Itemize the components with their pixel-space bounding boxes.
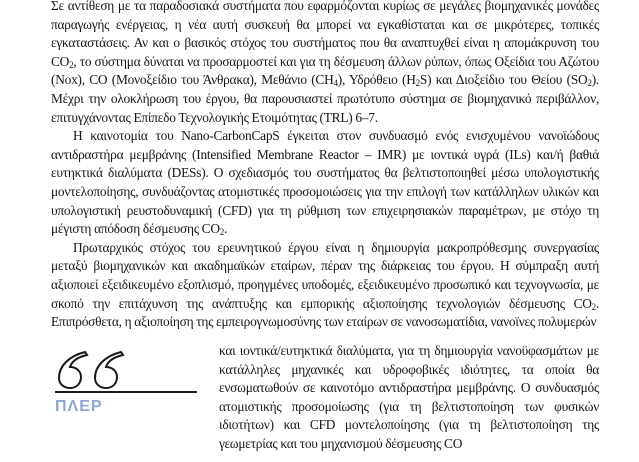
paragraph-3-continuation-area [51, 342, 599, 462]
paragraph-1-text: ), Υδρόθειο (H [337, 72, 416, 88]
paragraph-3: Πρωταρχικός στόχος του ερευνητικού έργου είναι η δημιουργία μακροπρόθεσμης συνεργασίας μεταξύ βιομηχανικών και ακαδημαϊκών εταίρων, πέραν της διάρκειας του έργου. Η σύμπραξη αυτή αξιοποιεί εξειδικευμένο εξοπλισμό, προηγμένες υποδομές, εξειδικευμένο προσωπικό και τεχνογνωσία, με σκοπό την επιτάχυνση της ανάπτυξης και εμπορικής αξιοποίησης τεχνολογιών δέσμευσης $CO_2$. Επιπρόσθετα, η αξιοποίηση της εμπειρογνωμοσύνης των εταίρων σε νανοσωματίδια, νανοϊνες πολυμερών [51, 239, 600, 330]
quote-mark-icon [55, 348, 135, 390]
pull-quote [51, 344, 201, 462]
pull-quote-caption: ΠΛΕΡ [55, 398, 103, 415]
subscript: 2 [591, 301, 596, 312]
paragraph-1-text: S) και Διοξείδιο του Θείου (SO [419, 72, 588, 88]
quote-divider [55, 391, 197, 393]
paragraph-1-text: ). Μέχρι την ολοκλήρωση του έργου, θα παρουσιαστεί πρωτότυπο σύστημα σε βιομηχανικό περιβάλλον, επιτυγχάνοντας Επίπεδο Τεχνολογικής Ετοιμότητας (TRL) 6–7. [51, 72, 599, 125]
paragraph-3-wrapped: και ιοντικά/ευτηκτικά διαλύματα, για τη δημιουργία νανοϋφασμάτων με κατάλληλες μηχανικές και υδροφοβικές ιδιότητες, τα οποία θα ενσωματωθούν σε καινοτόμο αντιδραστήρα μεμβράνης. Ο συνδυασμός ατομιστικής προσομοίωσης (για τη βελτιστοποίηση των φυσικών ιδιοτήτων) και CFD μοντελοποίησης (για τη βελτιστοποίηση της γεωμετρίας και του μηχανισμού δέσμευσης CO [219, 343, 600, 451]
subscript: 4 [333, 78, 338, 89]
subscript: 2 [69, 59, 74, 70]
subscript: 2 [415, 78, 420, 89]
paragraph-1 [51, 0, 599, 127]
paragraph-1-text: , το σύστημα δύναται να προσαρμοστεί και για τη δέσμευση άλλων ρύπων, όπως Οξείδια του Αζώτου (Nox), CO (Μονοξείδιο του Άνθρακα), Μεθάνιο (CH [51, 53, 599, 88]
article-column [51, 0, 599, 332]
paragraph-1-text: Σε αντίθεση με τα παραδοσιακά συστήματα που εφαρμόζονται κυρίως σε μεγάλες βιομηχανικές μονάδες παραγωγής ενέργειας, η νέα αυτή συσκευή θα μπορεί να εγκαθίσταται και σε μικρότερες, τοπικές εγκαταστάσεις. Αν και ο βασικός στόχος του συστήματος που θα αναπτυχθεί είναι η απομάκρυνση του CO [51, 0, 599, 69]
paragraph-2-text: . [224, 221, 228, 237]
paragraph-2-text: Η καινοτομία του Nano-CarbonCapS έγκειται στον συνδυασμό ενός ενισχυμένου νανοϊώδους αντιδραστήρα μεμβράνης (Intensified Membrane Reactor – IMR) με ιοντικά υγρά (ILs) και/ή βαθιά ευτηκτικά διαλύματα (DESs). Ο σχεδιασμός του συστήματος θα βελτιστοποιηθεί μέσω υπολογιστικής μοντελοποίησης, συνδυάζοντας ατομιστικές προσομοιώσεις για την επιλογή των κατάλληλων υλικών και υπολογιστική ρευστοδυναμική (CFD) για τη ρύθμιση των επιχειρησιακών παραμέτρων, με στόχο τη μέγιστη απόδοση δέσμευσης CO [51, 128, 599, 237]
subscript: 2 [587, 78, 592, 89]
subscript: 2 [219, 227, 225, 238]
paragraph-2 [51, 127, 599, 239]
